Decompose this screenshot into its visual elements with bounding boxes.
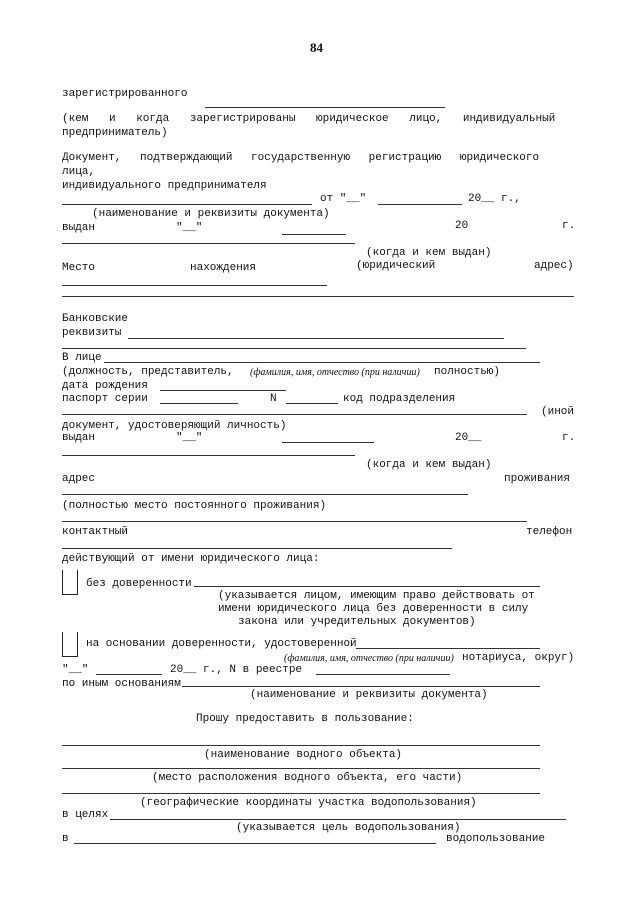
kogda-kem1-note: (когда и кем выдан)	[366, 247, 492, 259]
v-tselyah-label: в целях	[62, 809, 109, 821]
na-osnovanii-checkbox[interactable]	[62, 632, 78, 657]
passport-label: паспорт серии	[62, 393, 148, 405]
v-line[interactable]	[74, 843, 436, 844]
vydan2-kem-line[interactable]	[62, 455, 355, 456]
bez-dov-note3: закона или учредительных документов)	[238, 616, 476, 628]
mesto-raspol-line[interactable]	[62, 768, 540, 769]
vodny-note: (наименование водного объекта)	[204, 749, 403, 761]
na-osnovanii-label: на основании доверенности, удостоверенной	[86, 638, 357, 650]
vodny-line[interactable]	[62, 745, 540, 746]
inoy-label: (иной	[541, 406, 575, 418]
g2-label: г.	[562, 432, 576, 444]
mesto-raspol-note: (место расположения водного объекта, его части)	[152, 772, 463, 784]
mesto-line1[interactable]	[62, 285, 327, 286]
reestr-label: 20__ г., N в реестре	[170, 664, 303, 676]
doc-confirm-label: Документ, подтверждающий государственную регистрацию юридического	[62, 152, 540, 164]
passport-number-line[interactable]	[286, 403, 338, 404]
vydan2-month-line[interactable]	[282, 442, 374, 443]
v-litse-label: В лице	[62, 352, 102, 364]
adres-close-label: адрес)	[534, 260, 574, 272]
registered-line[interactable]	[205, 107, 445, 108]
page-number: 84	[310, 40, 323, 55]
dob-line[interactable]	[160, 390, 286, 391]
kod-line[interactable]	[62, 414, 527, 415]
quote2: "__"	[176, 432, 203, 444]
polnostyu-note: полностью)	[434, 366, 501, 378]
v-tselyah-line[interactable]	[110, 819, 566, 820]
doc-name-note: (наименование и реквизиты документа)	[92, 208, 330, 220]
v-label: в	[62, 833, 69, 845]
adres-line[interactable]	[62, 494, 468, 495]
kem-kogda-note: (кем и когда зарегистрированы юридическое лицо, индивидуальный	[62, 113, 556, 125]
polnostyu-mesto-note: (полностью место постоянного проживания)	[62, 500, 327, 512]
predprinimatel-note: предприниматель)	[62, 127, 168, 139]
tsel-note: (указывается цель водопользования)	[236, 822, 461, 834]
kontaktny-label: контактный	[62, 526, 129, 538]
ot-label: от "__"	[320, 193, 367, 205]
year2-label: 20	[455, 220, 469, 232]
g1-label: г.	[562, 220, 576, 232]
v-litse-line[interactable]	[104, 362, 540, 363]
vodopolzovanie-label: водопользование	[446, 833, 546, 845]
quote1: "__"	[176, 222, 203, 234]
doc-name-note2: (наименование и реквизиты документа)	[250, 689, 488, 701]
acting-label: действующий от имени юридического лица:	[62, 553, 320, 565]
doc-identity-note: документ, удостоверяющий личность)	[62, 420, 287, 432]
dolzhnost-note: (должность, представитель,	[62, 366, 234, 378]
ind-pred-label: индивидуального предпринимателя	[62, 180, 267, 192]
geo-line[interactable]	[62, 793, 540, 794]
fio-note2: (фамилия, имя, отчество (при наличии)	[284, 653, 454, 664]
bez-dov-label: без доверенности	[86, 578, 192, 590]
reestr-line[interactable]	[316, 674, 450, 675]
bez-dov-note1: (указывается лицом, имеющим право действовать от	[218, 590, 535, 602]
passport-series-line[interactable]	[160, 403, 238, 404]
adres-label: адрес	[62, 473, 96, 485]
ot-date-line[interactable]	[378, 204, 462, 205]
geo-note: (географические координаты участка водопользования)	[140, 797, 477, 809]
telefon-label: телефон	[526, 526, 573, 538]
inym-label: по иным основаниям	[62, 678, 181, 690]
proshu-label: Прошу предоставить в пользование:	[196, 713, 414, 725]
kod-label: код подразделения	[343, 393, 456, 405]
vydan1-kem-line[interactable]	[62, 243, 355, 244]
telefon-line[interactable]	[62, 548, 452, 549]
passport-n-label: N	[270, 393, 277, 405]
adres-line2[interactable]	[62, 521, 527, 522]
prozhivaniya-label: проживания	[504, 473, 571, 485]
mesto-label: Место	[62, 262, 96, 274]
vydan1-month-line[interactable]	[282, 234, 346, 235]
notariusa-note: нотариуса, округ)	[462, 652, 575, 664]
vydan1-label: выдан	[62, 222, 96, 234]
bez-doverennosti-checkbox[interactable]	[62, 570, 78, 595]
kogda-kem2-note: (когда и кем выдан)	[366, 459, 492, 471]
doc-name-line[interactable]	[62, 204, 312, 205]
dob-label: дата рождения	[62, 380, 148, 392]
yur-adres-label: (юридический	[356, 260, 436, 272]
bez-dov-note2: имени юридического лица без доверенности в силу	[218, 603, 529, 615]
year1-label: 20__ г.,	[468, 193, 521, 205]
vydan2-label: выдан	[62, 432, 96, 444]
rekvizity-line1[interactable]	[128, 338, 504, 339]
quote3: "__"	[62, 664, 89, 676]
rekvizity-label: реквизиты	[62, 327, 122, 339]
nahozhdeniya-label: нахождения	[190, 262, 257, 274]
mesto-line2[interactable]	[62, 296, 574, 297]
na-osnovanii-line[interactable]	[356, 648, 540, 649]
bank-label: Банковские	[62, 313, 129, 325]
litsa-label: лица,	[62, 166, 96, 178]
fio-note: (фамилия, имя, отчество (при наличии)	[250, 367, 420, 378]
year3-label: 20__	[455, 432, 482, 444]
registered-label: зарегистрированного	[62, 88, 188, 100]
rekvizity-line2[interactable]	[62, 348, 526, 349]
inym-line[interactable]	[182, 686, 540, 687]
bez-dov-line[interactable]	[194, 586, 540, 587]
dov-month-line[interactable]	[96, 674, 162, 675]
